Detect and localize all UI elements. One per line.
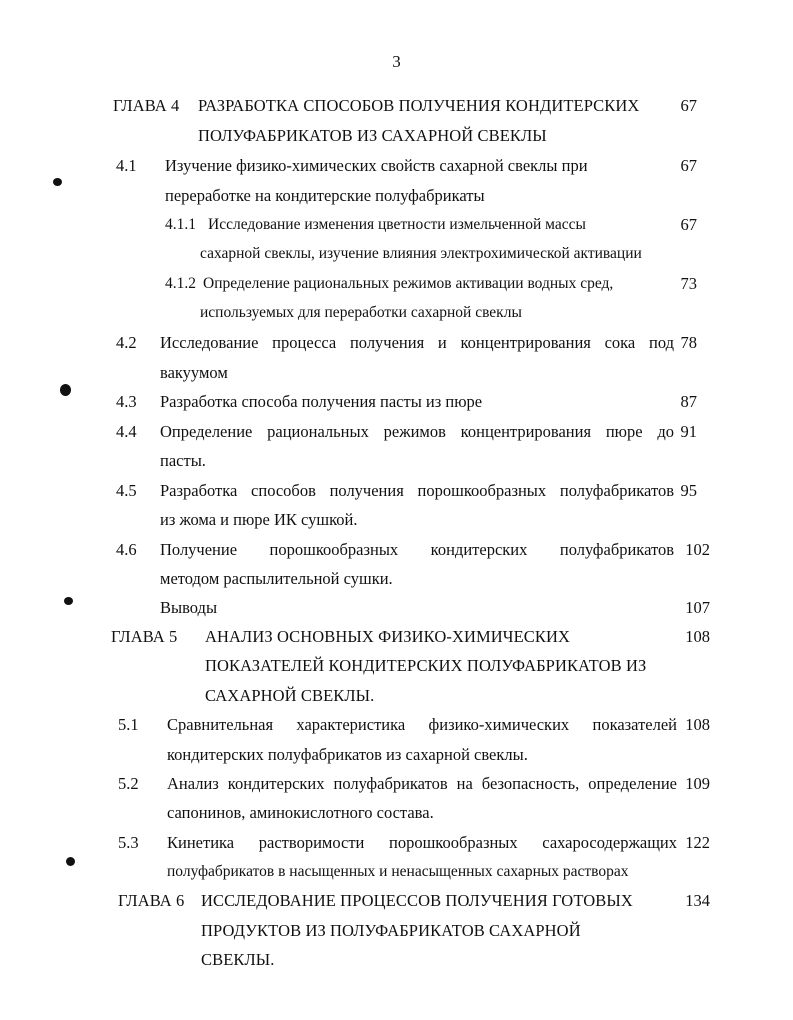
section-title-line: полуфабрикатов в насыщенных и ненасыщенных сахарных растворах (167, 863, 629, 880)
section-title-line: Определение рациональных режимов концентрирования пюре до (160, 422, 674, 441)
section-title-line: кондитерских полуфабрикатов из сахарной свеклы. (167, 745, 528, 764)
section-number: 4.6 (116, 540, 137, 559)
toc-page-number: 67 (680, 96, 697, 115)
section-title-line: Изучение физико-химических свойств сахарной свеклы при (165, 156, 588, 175)
section-number: 4.1 (116, 156, 137, 175)
section-title-line: вакуумом (160, 363, 228, 382)
chapter-title-line: РАЗРАБОТКА СПОСОБОВ ПОЛУЧЕНИЯ КОНДИТЕРСКИХ (198, 96, 640, 115)
toc-page-number: 95 (680, 481, 697, 500)
toc-page-number: 102 (685, 540, 710, 559)
chapter-title-line: СВЕКЛЫ. (201, 950, 275, 969)
toc-page-number: 67 (680, 156, 697, 175)
chapter-title-line: АНАЛИЗ ОСНОВНЫХ ФИЗИКО-ХИМИЧЕСКИХ (205, 627, 571, 646)
section-title-line: переработке на кондитерские полуфабрикаты (165, 186, 485, 205)
section-number: 5.1 (118, 715, 139, 734)
toc-page-number: 122 (685, 833, 710, 852)
toc-page-number: 134 (685, 891, 710, 910)
section-number: 4.4 (116, 422, 137, 441)
toc-page-number: 87 (680, 392, 697, 411)
toc-page-number: 91 (680, 422, 697, 441)
section-title-line: Сравнительная характеристика физико-химических показателей (167, 715, 677, 734)
section-number: 4.2 (116, 333, 137, 352)
section-title-line: Исследование процесса получения и концентрирования сока под (160, 333, 674, 352)
section-title-line: Кинетика растворимости порошкообразных сахаросодержащих (167, 833, 677, 852)
section-title-line: из жома и пюре ИК сушкой. (160, 510, 358, 529)
chapter-title-line: ИССЛЕДОВАНИЕ ПРОЦЕССОВ ПОЛУЧЕНИЯ ГОТОВЫХ (201, 891, 633, 910)
section-number: 4.1.1 (165, 216, 196, 233)
scan-artifact-mark (64, 597, 73, 605)
page-number: 3 (392, 52, 401, 71)
toc-page-number: 108 (685, 627, 710, 646)
section-title-line: Выводы (160, 598, 218, 617)
section-title-line: пасты. (160, 451, 206, 470)
section-number: 5.2 (118, 774, 139, 793)
toc-page-number: 108 (685, 715, 710, 734)
toc-page-number: 109 (685, 774, 710, 793)
chapter-title-line: САХАРНОЙ СВЕКЛЫ. (205, 686, 375, 705)
section-title-line: Получение порошкообразных кондитерских полуфабрикатов (160, 540, 674, 559)
chapter-label: ГЛАВА 4 (113, 96, 180, 115)
section-title-line: Разработка способа получения пасты из пюре (160, 392, 483, 411)
scan-artifact-mark (60, 384, 71, 396)
section-title-line: сахарной свеклы, изучение влияния электрохимической активации (200, 245, 642, 262)
section-title-line: Исследование изменения цветности измельченной массы (208, 216, 586, 233)
toc-page-number: 67 (680, 215, 697, 234)
section-title-line: Определение рациональных режимов активации водных сред, (203, 275, 614, 292)
scan-artifact-mark (53, 178, 62, 186)
section-title-line: используемых для переработки сахарной свеклы (200, 304, 522, 321)
section-number: 4.1.2 (165, 275, 196, 292)
toc-page-number: 78 (680, 333, 697, 352)
toc-page-number: 107 (685, 598, 710, 617)
scan-artifact-mark (66, 857, 75, 866)
chapter-label: ГЛАВА 6 (118, 891, 185, 910)
section-number: 5.3 (118, 833, 139, 852)
section-title-line: Разработка способов получения порошкообразных полуфабрикатов (160, 481, 674, 500)
section-number: 4.5 (116, 481, 137, 500)
chapter-label: ГЛАВА 5 (111, 627, 178, 646)
section-title-line: Анализ кондитерских полуфабрикатов на безопасность, определение (167, 774, 677, 793)
section-title-line: сапонинов, аминокислотного состава. (167, 803, 434, 822)
chapter-title-line: ПОЛУФАБРИКАТОВ ИЗ САХАРНОЙ СВЕКЛЫ (198, 126, 547, 145)
section-title-line: методом распылительной сушки. (160, 569, 393, 588)
toc-page-number: 73 (680, 274, 697, 293)
chapter-title-line: ПОКАЗАТЕЛЕЙ КОНДИТЕРСКИХ ПОЛУФАБРИКАТОВ ИЗ (205, 656, 647, 675)
section-number: 4.3 (116, 392, 137, 411)
chapter-title-line: ПРОДУКТОВ ИЗ ПОЛУФАБРИКАТОВ САХАРНОЙ (201, 921, 581, 940)
